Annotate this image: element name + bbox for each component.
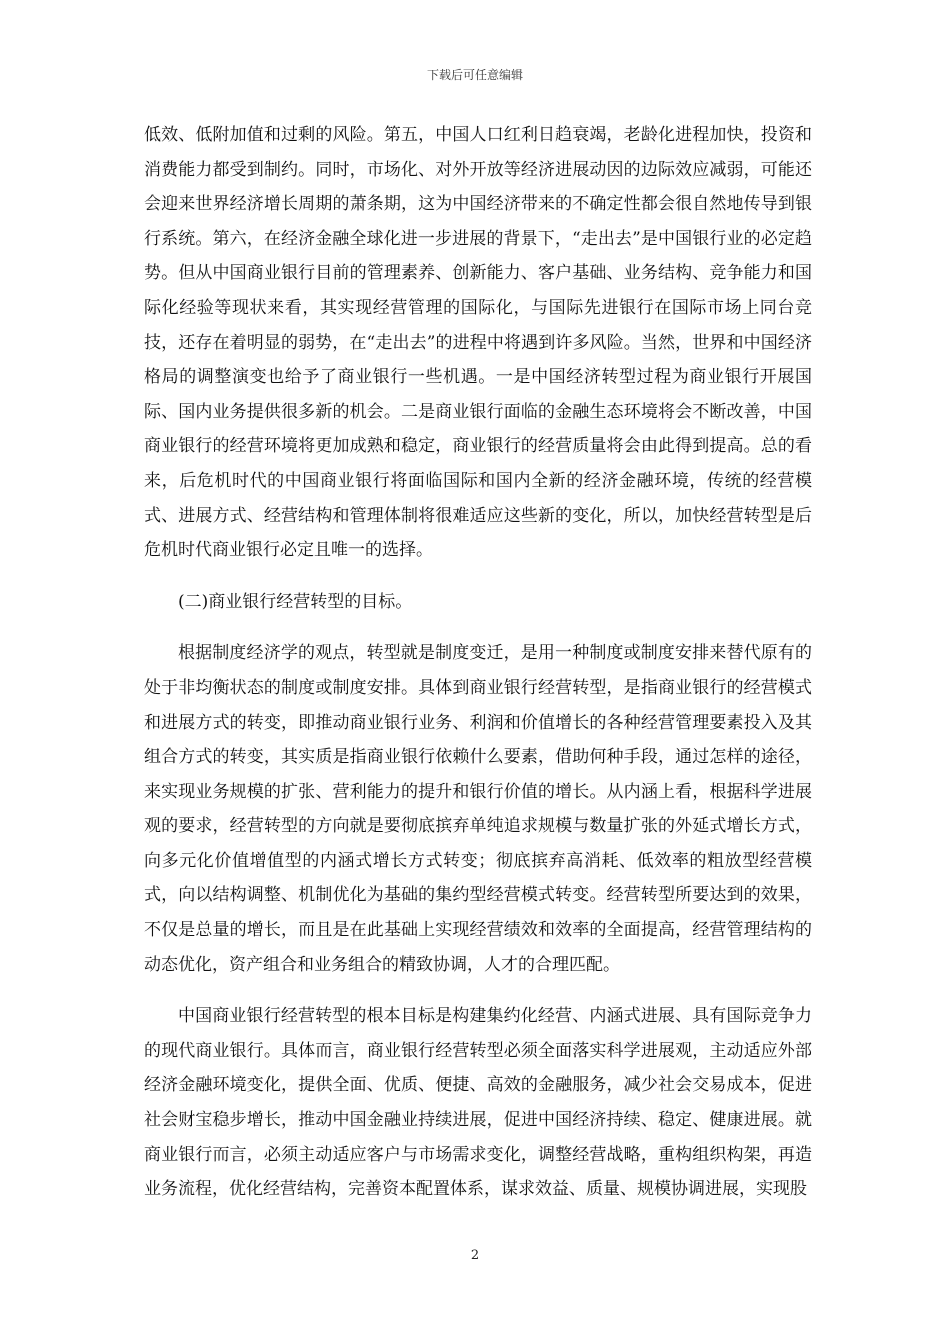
page-header: 下载后可任意编辑 xyxy=(426,68,523,82)
paragraph-definition: 根据制度经济学的观点，转型就是制度变迁，是用一种制度或制度安排来替代原有的处于非均衡状态的制度或制度安排。具体到商业银行经营转型，是指商业银行的经营模式和进展方式的转变，即推动商业银行业务、利润和价值增长的各种经营管理要素投入及其组合方式的转变，其实质是指商业银行依赖什么要素，借助何种手段，通过怎样的途径，来实现业务规模的扩张、营利能力的提升和银行价值的增长。从内涵上看，根据科学进展观的要求，经营转型的方向就是要彻底摈弃单纯追求规模与数量扩张的外延式增长方式，向多元化价值增值型的内涵式增长方式转变；彻底摈弃高消耗、低效率的粗放型经营模式，向以结构调整、机制优化为基础的集约型经营模式转变。经营转型所要达到的效果，不仅是总量的增长，而且是在此基础上实现经营绩效和效率的全面提高，经营管理结构的动态优化，资产组合和业务组合的精致协调，人才的合理匹配。 xyxy=(144,643,812,975)
paragraph-continuation: 低效、低附加值和过剩的风险。第五，中国人口红利日趋衰竭，老龄化进程加快，投资和消费能力都受到制约。同时，市场化、对外开放等经济进展动因的边际效应减弱，可能还会迎来世界经济增长周期的萧条期，这为中国经济带来的不确定性都会很自然地传导到银行系统。第六，在经济金融全球化进一步进展的背景下，“走出去”是中国银行业的必定趋势。但从中国商业银行目前的管理素养、创新能力、客户基础、业务结构、竞争能力和国际化经验等现状来看，其实现经营管理的国际化，与国际先进银行在国际市场上同台竞技，还存在着明显的弱势，在“走出去”的进程中将遇到许多风险。当然，世界和中国经济格局的调整演变也给予了商业银行一些机遇。一是中国经济转型过程为商业银行开展国际、国内业务提供很多新的机会。二是商业银行面临的金融生态环境将会不断改善，中国商业银行的经营环境将更加成熟和稳定，商业银行的经营质量将会由此得到提高。总的看来，后危机时代的中国商业银行将面临国际和国内全新的经济金融环境，传统的经营模式、进展方式、经营结构和管理体制将很难适应这些新的变化，所以，加快经营转型是后危机时代商业银行必定且唯一的选择。 xyxy=(144,125,812,561)
paragraph-goal: 中国商业银行经营转型的根本目标是构建集约化经营、内涵式进展、具有国际竞争力的现代商业银行。具体而言，商业银行经营转型必须全面落实科学进展观，主动适应外部经济金融环境变化，提供全面、优质、便捷、高效的金融服务，减少社会交易成本，促进社会财宝稳步增长，推动中国金融业持续进展，促进中国经济持续、稳定、健康进展。就商业银行而言，必须主动适应客户与市场需求变化，调整经营战略，重构组织构架，再造业务流程，优化经营结构，完善资本配置体系，谋求效益、质量、规模协调进展，实现股 xyxy=(144,1006,812,1200)
page-number: 2 xyxy=(470,1248,480,1263)
paragraph-gap xyxy=(144,619,812,636)
section-heading: (二)商业银行经营转型的目标。 xyxy=(178,591,413,612)
document-body xyxy=(144,118,812,1207)
paragraph-gap xyxy=(144,982,812,999)
paragraph-gap xyxy=(144,568,812,585)
